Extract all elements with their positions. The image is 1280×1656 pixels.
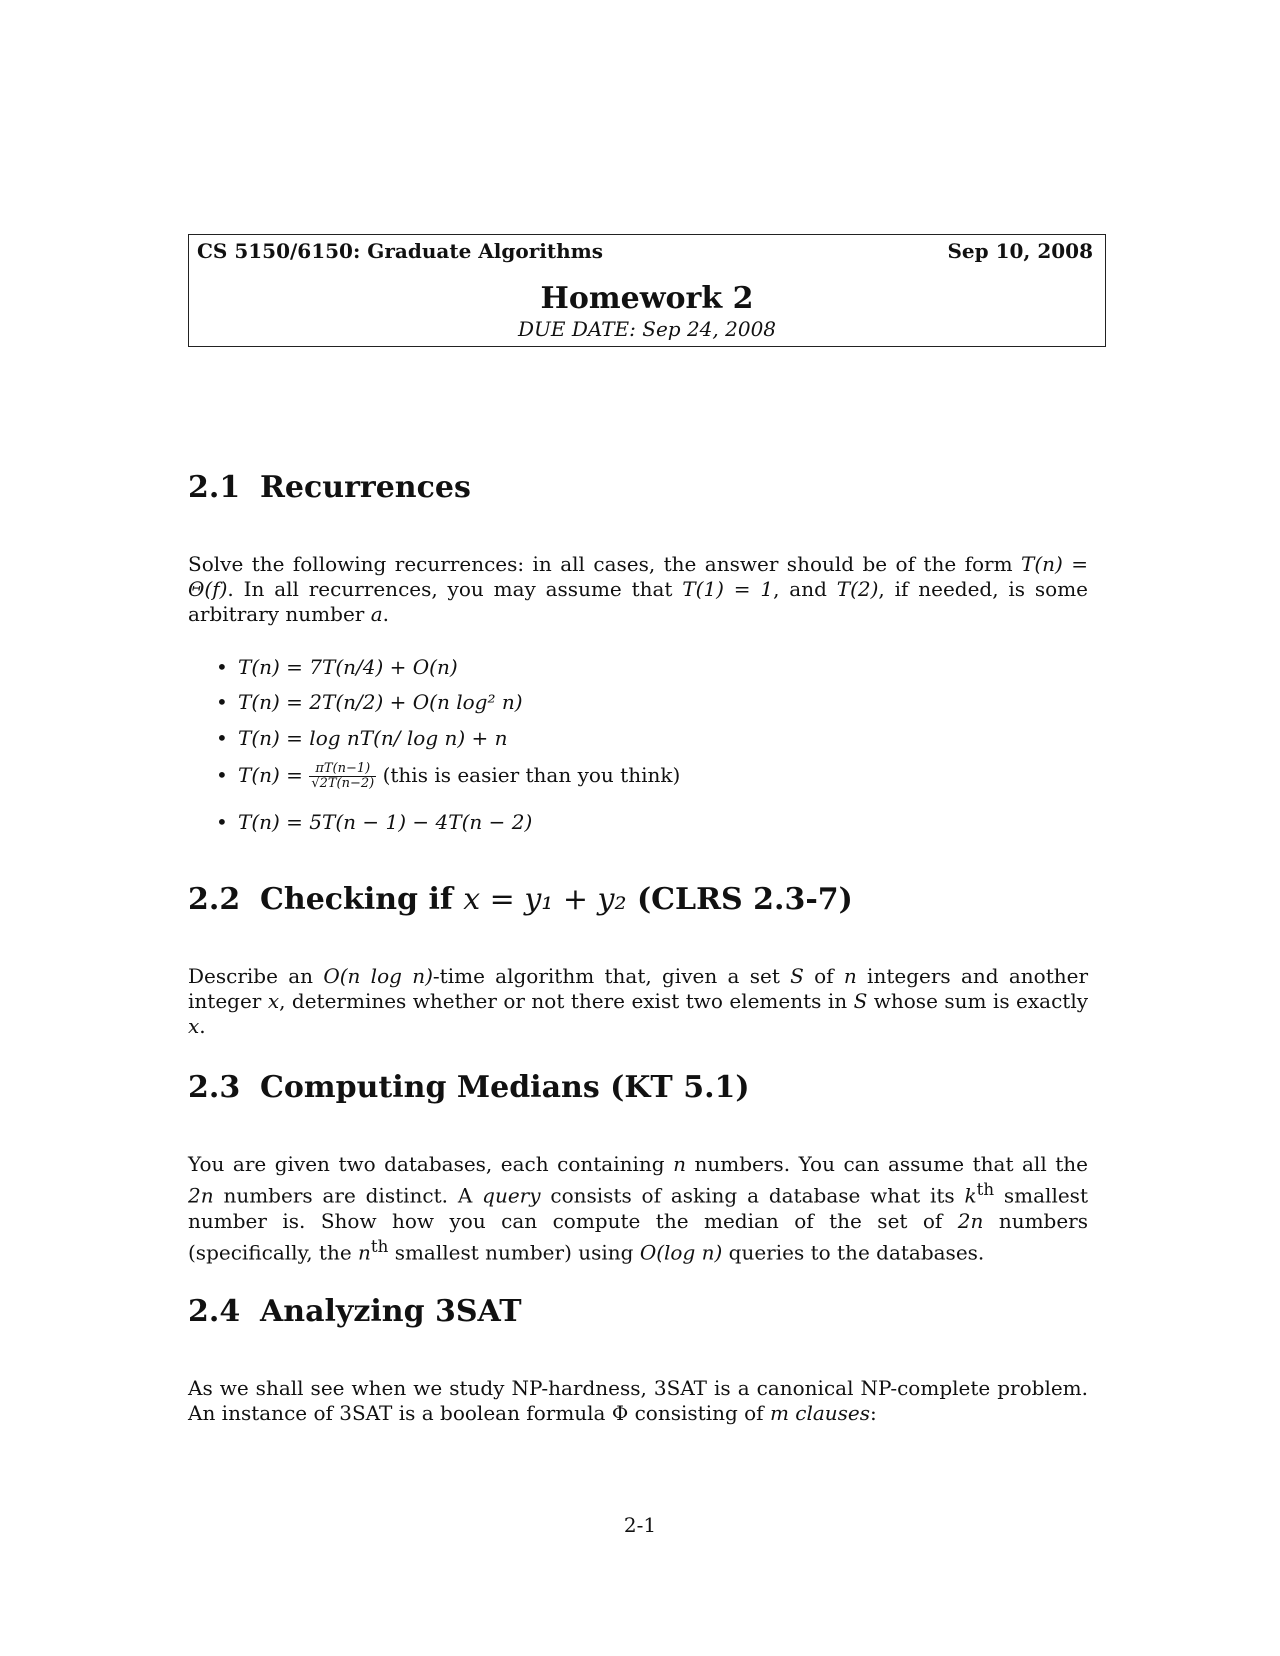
math-inline: m (769, 1401, 789, 1425)
section-heading-checking-sum (188, 882, 853, 917)
section-heading-3sat (188, 1294, 522, 1329)
math-inline: n (673, 1152, 686, 1176)
section-title: Computing Medians (KT 5.1) (260, 1070, 750, 1105)
math-inline: O(n log n) (323, 964, 433, 988)
emphasis: query (482, 1183, 541, 1208)
section-number: 2.2 (188, 882, 241, 917)
section-title: (CLRS 2.3-7) (626, 882, 853, 917)
section-number: 2.1 (188, 470, 241, 505)
bullet-icon: • (216, 810, 228, 834)
recurrence-formula: T(n) = 5T(n − 1) − 4T(n − 2) (238, 810, 533, 834)
section-heading-recurrences (188, 470, 471, 505)
text-run: numbers are distinct. A (213, 1183, 483, 1208)
recurrence-lhs: T(n) = (238, 763, 303, 787)
text-run: queries to the databases. (722, 1240, 985, 1265)
text-run: . (382, 602, 390, 626)
text-run: As we shall see when we study NP-hardness, 3SAT is a canonical NP-complete problem. An instance of 3SAT is a boolean formula (188, 1376, 1088, 1425)
math-inline: Φ (611, 1401, 629, 1425)
text-run: consists of asking a database what its (540, 1183, 965, 1208)
math-inline: 2n (957, 1208, 984, 1233)
bullet-icon: • (216, 690, 228, 714)
section-heading-medians (188, 1070, 750, 1105)
header-box (188, 234, 1106, 347)
list-item (216, 655, 458, 679)
list-item (216, 726, 508, 750)
text-run: numbers (specifically, the (188, 1208, 1089, 1265)
recurrence-note: (this is easier than you think) (382, 763, 681, 787)
list-item (216, 762, 680, 791)
section-title-math: x = y₁ + y₂ (463, 882, 627, 917)
text-run: whose sum is exactly (867, 989, 1089, 1013)
math-inline: S (790, 964, 804, 988)
bullet-icon: • (216, 763, 228, 787)
fraction-numerator: πT(n−1) (309, 762, 376, 777)
fraction-denominator: √2T(n−2) (311, 776, 375, 791)
math-inline: S (853, 989, 868, 1013)
section-paragraph-medians (188, 1152, 1088, 1265)
text-run: Describe an (188, 964, 324, 988)
section-paragraph-checking-sum (188, 964, 1088, 1039)
recurrence-formula: T(n) = log nT(n/ log n) + n (238, 726, 508, 750)
text-run: : (870, 1401, 877, 1425)
math-inline: n (843, 964, 857, 988)
text-run: Solve the following recurrences: in all cases, the answer should be of the form (188, 552, 1021, 576)
text-run: , and (773, 577, 837, 601)
math-inline: x (188, 1014, 200, 1038)
text-run: . In all recurrences, you may assume that (227, 577, 683, 601)
section-title: Checking if (260, 882, 464, 917)
section-paragraph-recurrences (188, 552, 1088, 627)
text-run: . (199, 1014, 206, 1038)
recurrence-formula: T(n) = 2T(n/2) + O(n log² n) (238, 690, 523, 714)
text-run: You are given two databases, each containing (188, 1152, 674, 1176)
text-run: , determines whether or not there exist two elements in (279, 989, 854, 1013)
page-title: Homework 2 (540, 281, 754, 316)
section-title: Recurrences (260, 470, 471, 505)
text-run: consisting of (628, 1401, 770, 1425)
section-paragraph-3sat (188, 1376, 1088, 1426)
list-item (216, 810, 532, 834)
math-inline: a (370, 602, 383, 626)
emphasis: clauses (788, 1401, 871, 1425)
math-inline: x (267, 989, 280, 1013)
text-run: smallest number) using (388, 1240, 640, 1265)
math-inline: T(2) (836, 577, 879, 601)
math-inline: k (964, 1183, 977, 1208)
superscript: th (370, 1236, 389, 1256)
math-inline: n (358, 1240, 371, 1265)
section-number: 2.3 (188, 1070, 241, 1105)
text-run: integers and another integer (188, 964, 1089, 1013)
math-inline: 2n (188, 1183, 214, 1208)
recurrence-formula: T(n) = 7T(n/4) + O(n) (238, 655, 458, 679)
list-item (216, 690, 523, 714)
page-number: 2-1 (623, 1513, 657, 1537)
math-inline: O(log n) (639, 1240, 723, 1265)
fraction (309, 762, 376, 791)
text-run: smallest number is. Show how you can compute the median of the set of (188, 1183, 1088, 1233)
text-run: , if needed, is some arbitrary number (188, 577, 1088, 626)
course-name: CS 5150/6150: Graduate Algorithms (197, 239, 604, 263)
text-run: of (803, 964, 844, 988)
text-run: -time algorithm that, given a set (432, 964, 791, 988)
section-number: 2.4 (188, 1294, 241, 1329)
header-date: Sep 10, 2008 (947, 239, 1093, 263)
math-inline: T(1) = 1 (682, 577, 774, 601)
superscript: th (976, 1180, 995, 1199)
due-date: DUE DATE: Sep 24, 2008 (517, 317, 777, 341)
bullet-icon: • (216, 655, 228, 679)
text-run: numbers. You can assume that all the (686, 1152, 1088, 1176)
section-title: Analyzing 3SAT (260, 1294, 522, 1329)
bullet-icon: • (216, 726, 228, 750)
math-inline: T(n) = Θ(f) (188, 552, 1088, 601)
